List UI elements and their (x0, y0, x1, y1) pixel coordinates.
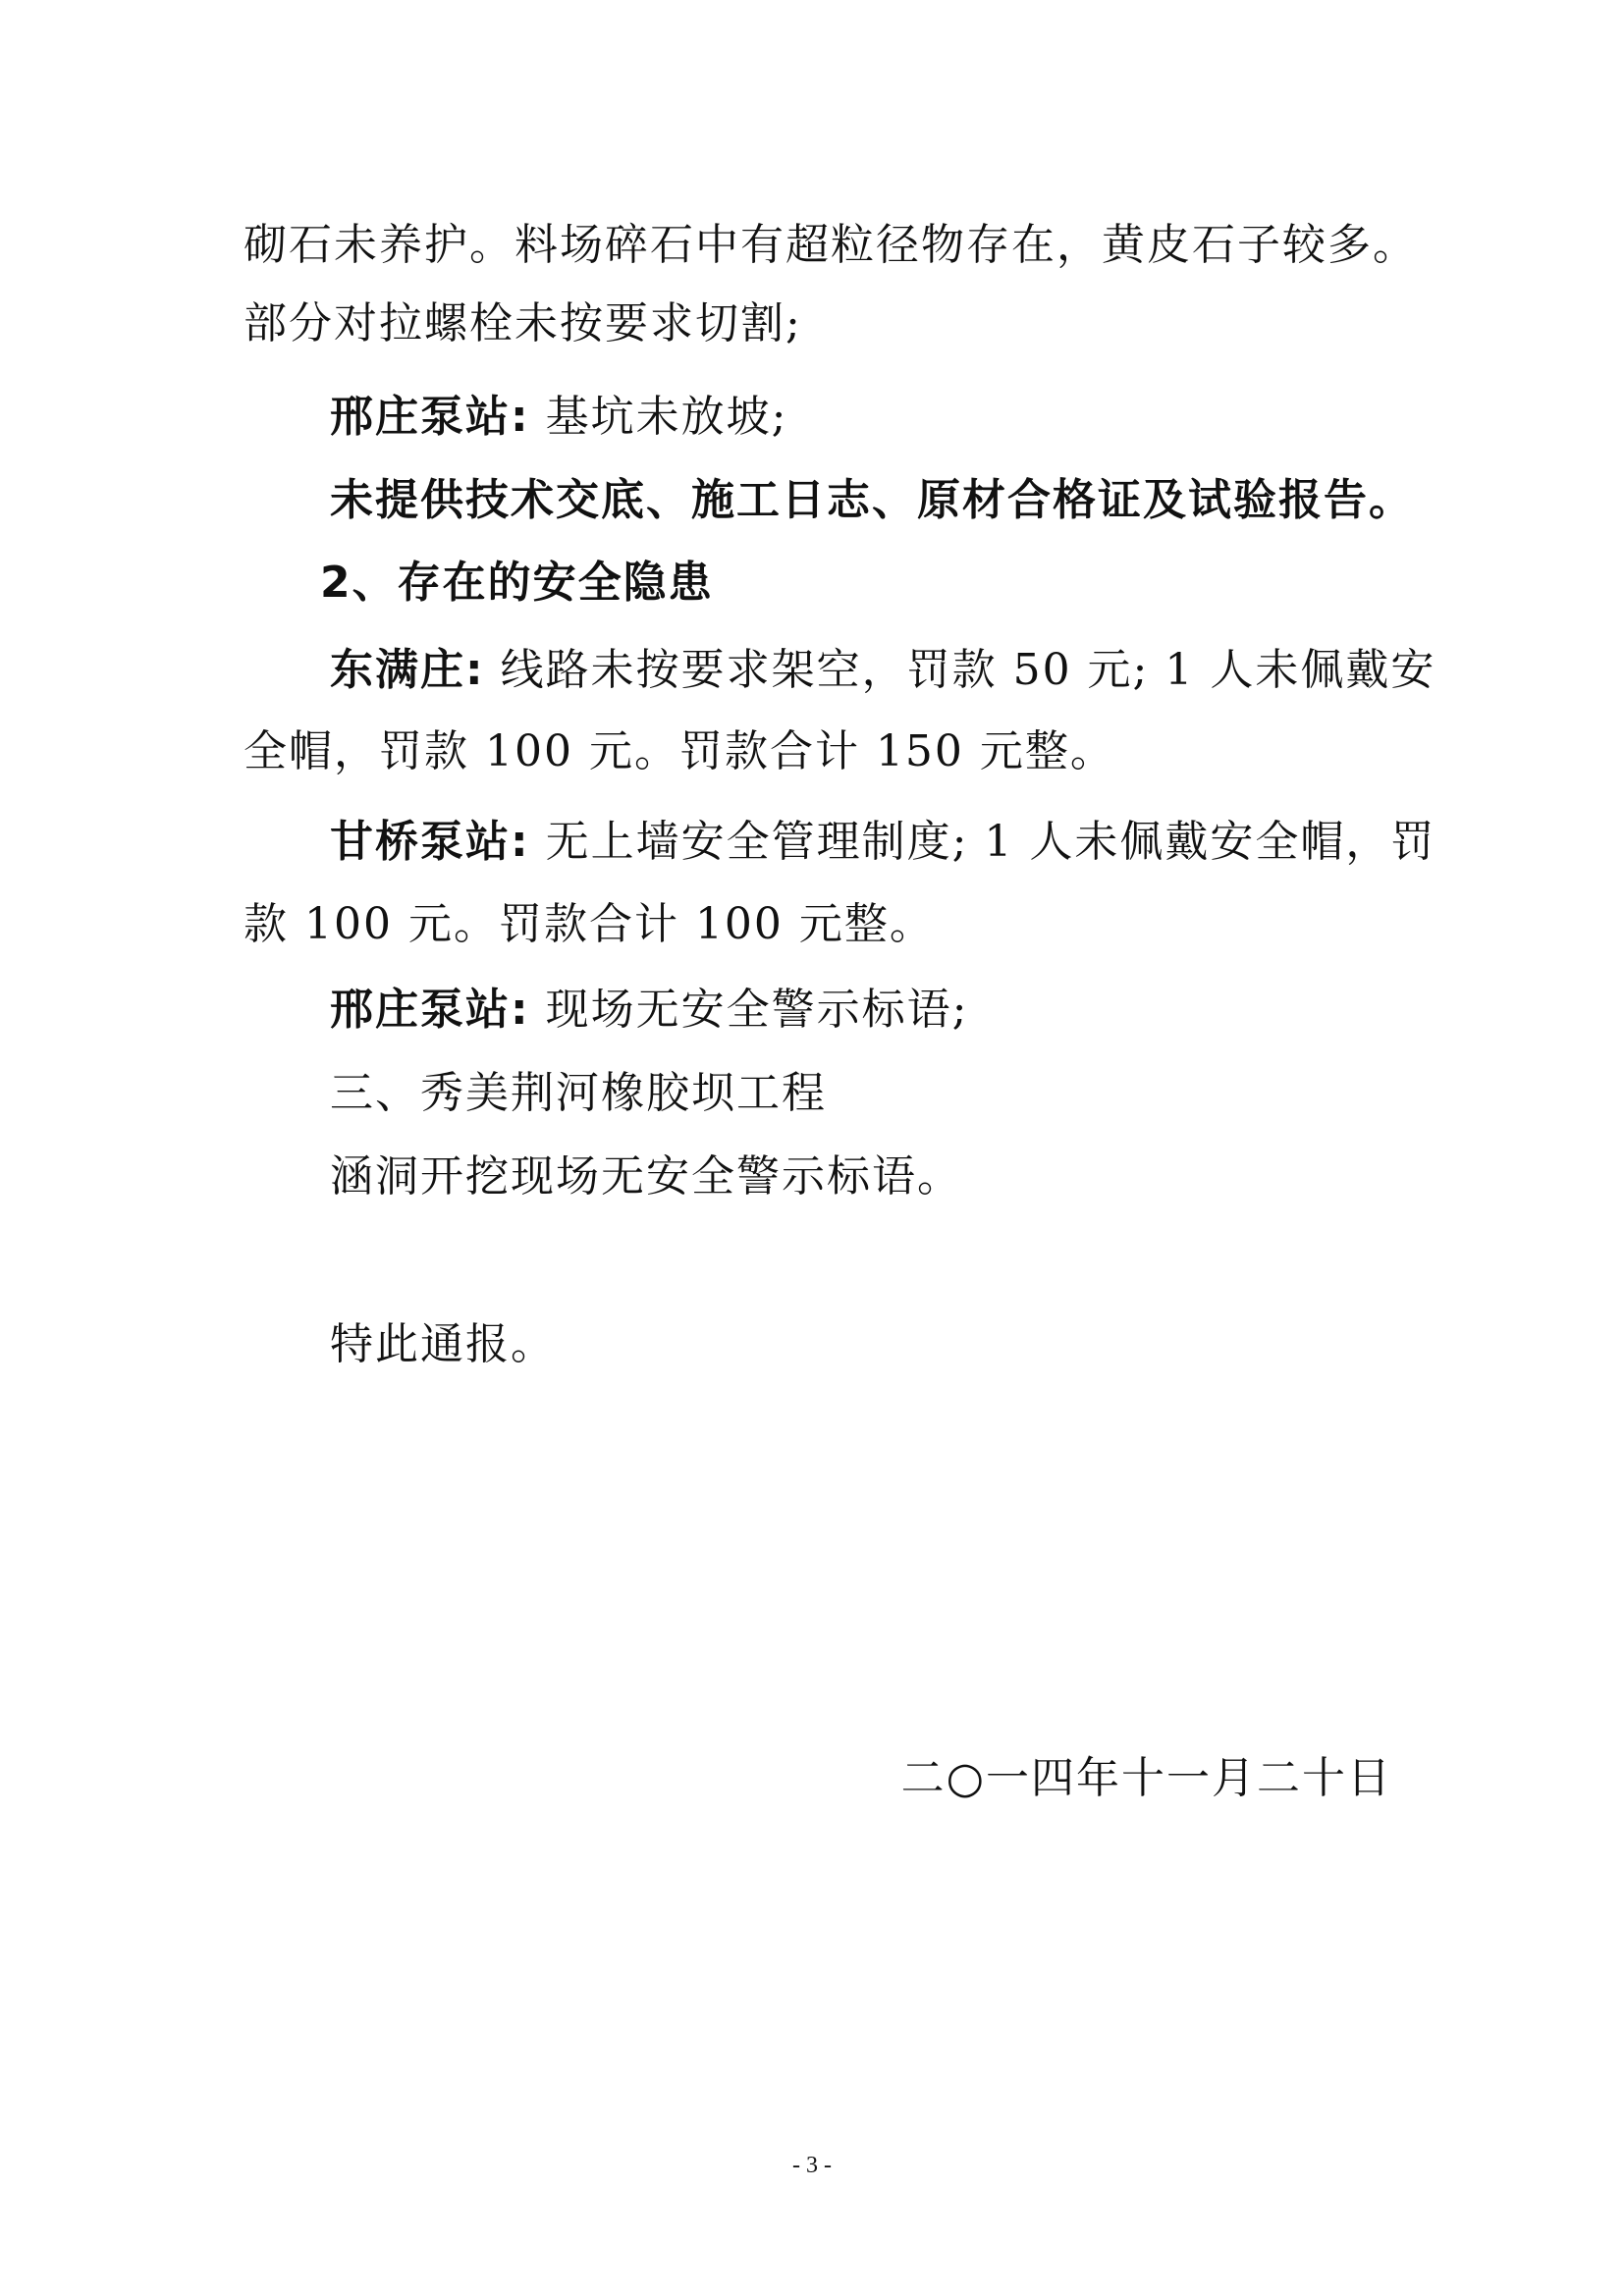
site-text-xingzhuang-safety: 现场无安全警示标语; (529, 985, 969, 1035)
document-date: 二○一四年十一月二十日 (900, 1753, 1392, 1803)
site-label-xingzhuang-safety: 邢庄泵站: (330, 985, 530, 1035)
section-heading-safety: 2、存在的安全隐患 (320, 558, 714, 608)
body-line-2: 部分对拉螺栓未按要求切割; (244, 298, 802, 348)
dongmanzhuang-line-1 (330, 639, 1624, 702)
xingzhuang-safety-line (330, 979, 1624, 1041)
site-label-dongmanzhuang: 东满庄: (330, 645, 485, 695)
closing-statement: 特此通报。 (330, 1319, 556, 1369)
missing-documents-line: 未提供技术交底、施工日志、原材合格证及试验报告。 (330, 475, 1414, 525)
site-label-xingzhuang: 邢庄泵站: (330, 392, 530, 442)
ganqiao-line-1 (330, 811, 1624, 874)
section-heading-rubber-dam: 三、秀美荆河橡胶坝工程 (330, 1068, 827, 1118)
body-line-1: 砌石未养护。料场碎石中有超粒径物存在，黄皮石子较多。 (244, 220, 1418, 270)
site-text-ganqiao: 无上墙安全管理制度; 1 人未佩戴安全帽，罚 (529, 817, 1436, 867)
xingzhuang-quality-line (330, 386, 1624, 449)
site-label-ganqiao: 甘桥泵站: (330, 817, 530, 867)
site-text-xingzhuang: 基坑未放坡; (529, 392, 788, 442)
culvert-line: 涵洞开挖现场无安全警示标语。 (330, 1151, 962, 1201)
ganqiao-line-2: 款 100 元。罚款合计 100 元整。 (244, 899, 935, 949)
page-number: - 3 - (792, 2153, 832, 2178)
dongmanzhuang-line-2: 全帽，罚款 100 元。罚款合计 150 元整。 (244, 726, 1115, 776)
site-text-dongmanzhuang: 线路未按要求架空，罚款 50 元; 1 人未佩戴安 (484, 645, 1436, 695)
